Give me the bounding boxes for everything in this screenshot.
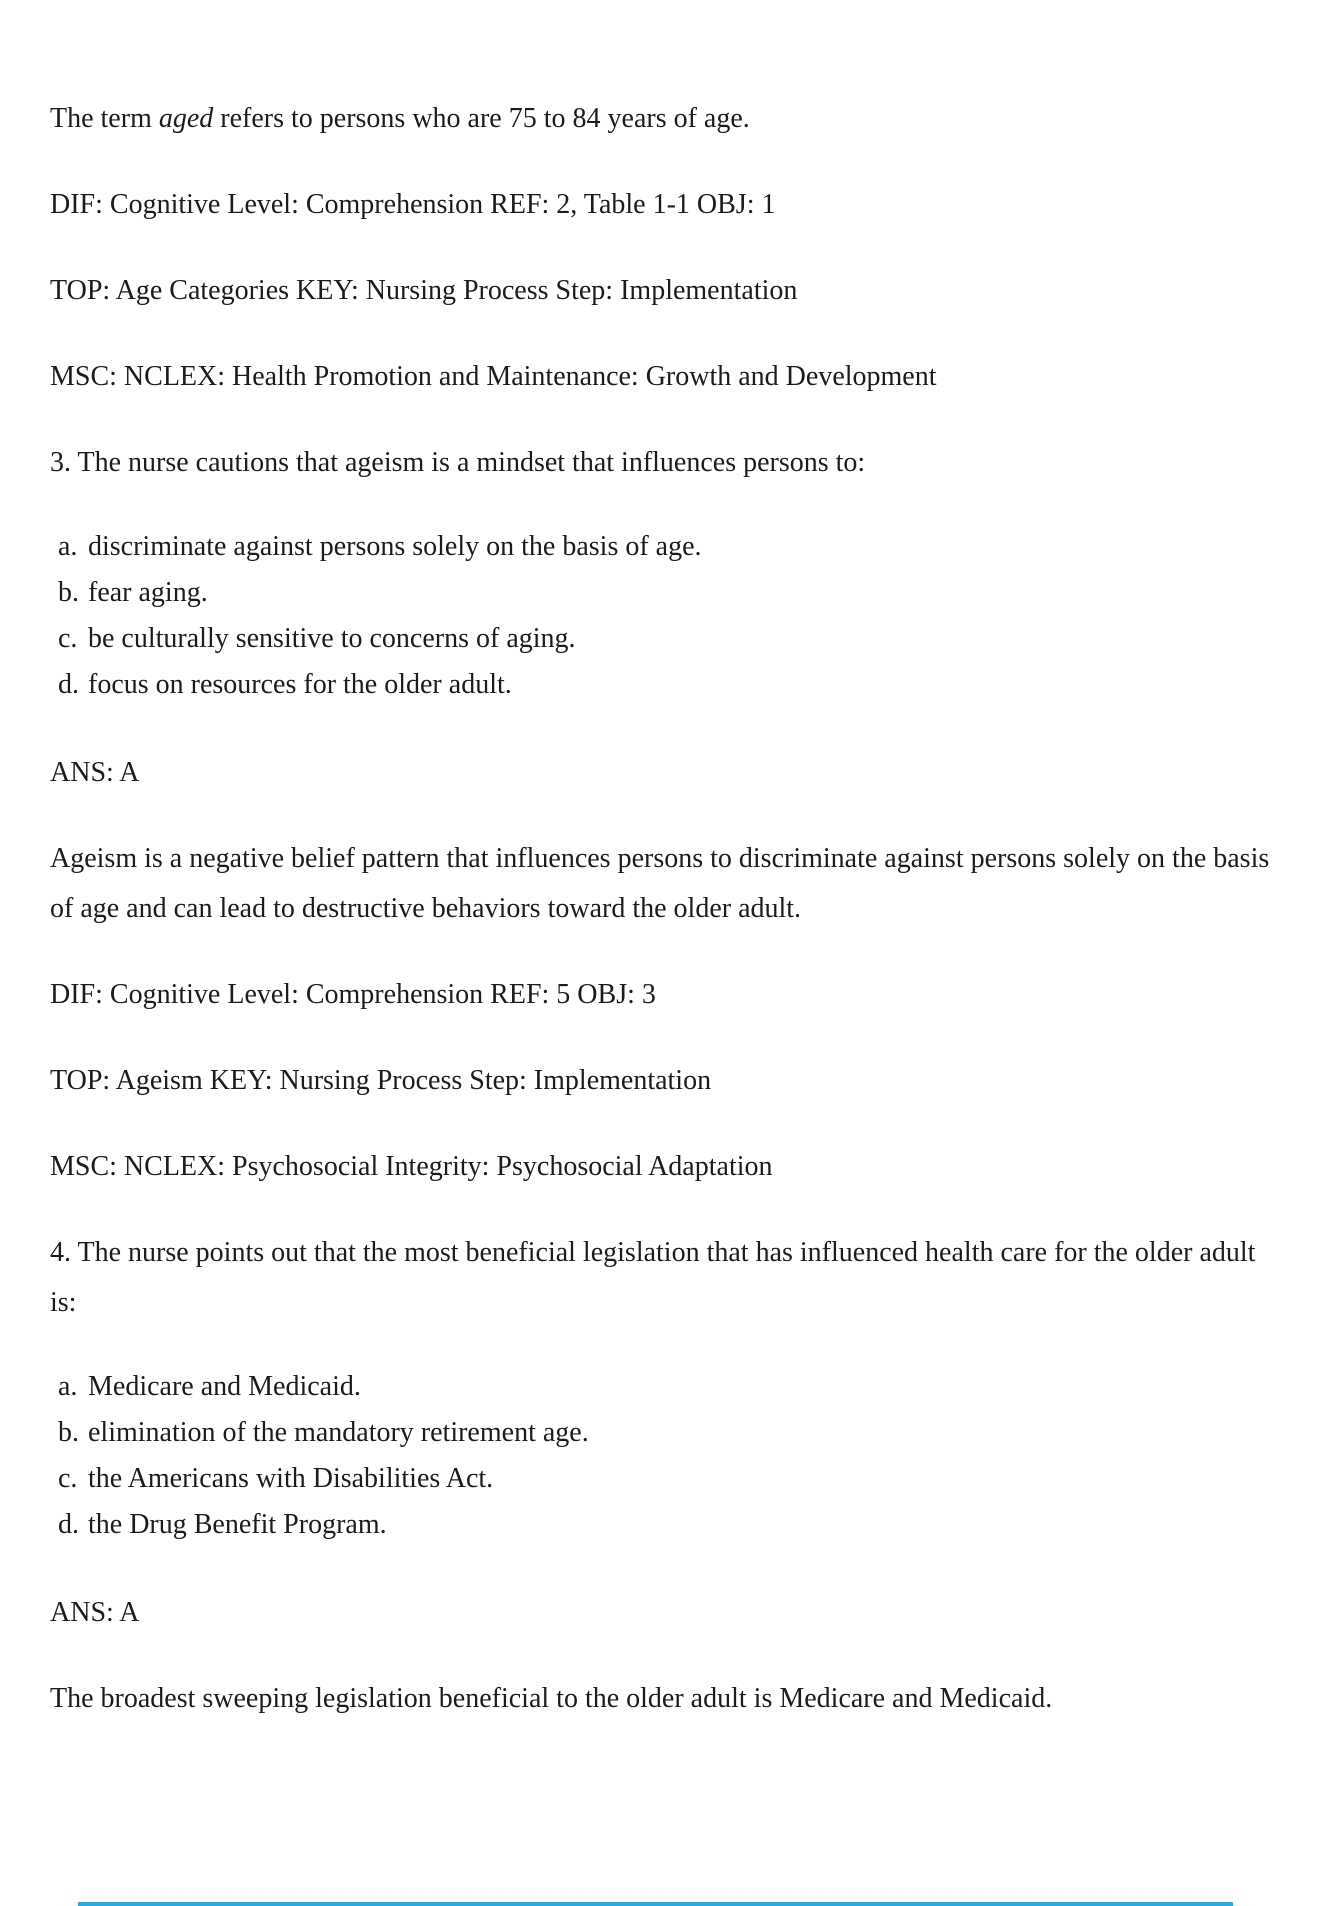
q4-option-c-text: the Americans with Disabilities Act. bbox=[88, 1463, 494, 1494]
q3-option-c bbox=[50, 616, 1270, 662]
q4-option-a-text: Medicare and Medicaid. bbox=[88, 1371, 361, 1402]
q3-option-c-text: be culturally sensitive to concerns of aging. bbox=[88, 623, 576, 654]
q3-option-b bbox=[50, 570, 1270, 616]
q3-rationale: Ageism is a negative belief pattern that influences persons to discriminate against persons solely on the basis of age and can lead to destructive behaviors toward the older adult. bbox=[50, 843, 1270, 924]
q3-option-b-letter: b. bbox=[58, 577, 79, 608]
q2-rationale-prefix: The term bbox=[50, 103, 159, 134]
q2-rationale-paragraph bbox=[50, 94, 1270, 144]
q4-option-b-letter: b. bbox=[58, 1417, 79, 1448]
q3-option-d-letter: d. bbox=[58, 669, 79, 700]
q4-option-d bbox=[50, 1502, 1270, 1548]
q4-answer: ANS: A bbox=[50, 1597, 140, 1628]
q4-option-b-text: elimination of the mandatory retirement age. bbox=[88, 1417, 589, 1448]
q3-option-c-letter: c. bbox=[58, 623, 78, 654]
footer-divider-bar bbox=[78, 1902, 1233, 1906]
q4-option-c-letter: c. bbox=[58, 1463, 78, 1494]
q2-meta-dif: DIF: Cognitive Level: Comprehension REF: 2, Table 1-1 OBJ: 1 bbox=[50, 189, 776, 220]
q3-option-a-letter: a. bbox=[58, 531, 78, 562]
q4-option-b bbox=[50, 1410, 1270, 1456]
q4-option-a bbox=[50, 1364, 1270, 1410]
term-aged-italic: aged bbox=[158, 103, 214, 134]
q3-option-a-text: discriminate against persons solely on the basis of age. bbox=[88, 531, 702, 562]
q3-meta-dif: DIF: Cognitive Level: Comprehension REF: 5 OBJ: 3 bbox=[50, 979, 656, 1010]
question-3-options bbox=[50, 524, 1270, 708]
q4-option-d-letter: d. bbox=[58, 1509, 79, 1540]
q4-option-a-letter: a. bbox=[58, 1371, 78, 1402]
q2-meta-top: TOP: Age Categories KEY: Nursing Process Step: Implementation bbox=[50, 275, 798, 306]
q3-option-d-text: focus on resources for the older adult. bbox=[88, 669, 512, 700]
question-4-options bbox=[50, 1364, 1270, 1548]
q3-option-d bbox=[50, 662, 1270, 708]
q3-option-b-text: fear aging. bbox=[88, 577, 208, 608]
q3-meta-msc: MSC: NCLEX: Psychosocial Integrity: Psychosocial Adaptation bbox=[50, 1151, 773, 1182]
q4-rationale: The broadest sweeping legislation beneficial to the older adult is Medicare and Medicaid. bbox=[50, 1683, 1053, 1714]
q3-answer: ANS: A bbox=[50, 757, 140, 788]
q3-option-a bbox=[50, 524, 1270, 570]
q4-option-c bbox=[50, 1456, 1270, 1502]
q2-meta-msc: MSC: NCLEX: Health Promotion and Maintenance: Growth and Development bbox=[50, 361, 937, 392]
q3-meta-top: TOP: Ageism KEY: Nursing Process Step: Implementation bbox=[50, 1065, 712, 1096]
q2-rationale-suffix: refers to persons who are 75 to 84 years of age. bbox=[213, 103, 750, 134]
q4-option-d-text: the Drug Benefit Program. bbox=[88, 1509, 387, 1540]
question-3-stem: 3. The nurse cautions that ageism is a mindset that influences persons to: bbox=[50, 447, 866, 478]
question-4-stem: 4. The nurse points out that the most beneficial legislation that has influenced health care for the older adult is: bbox=[50, 1237, 1256, 1318]
